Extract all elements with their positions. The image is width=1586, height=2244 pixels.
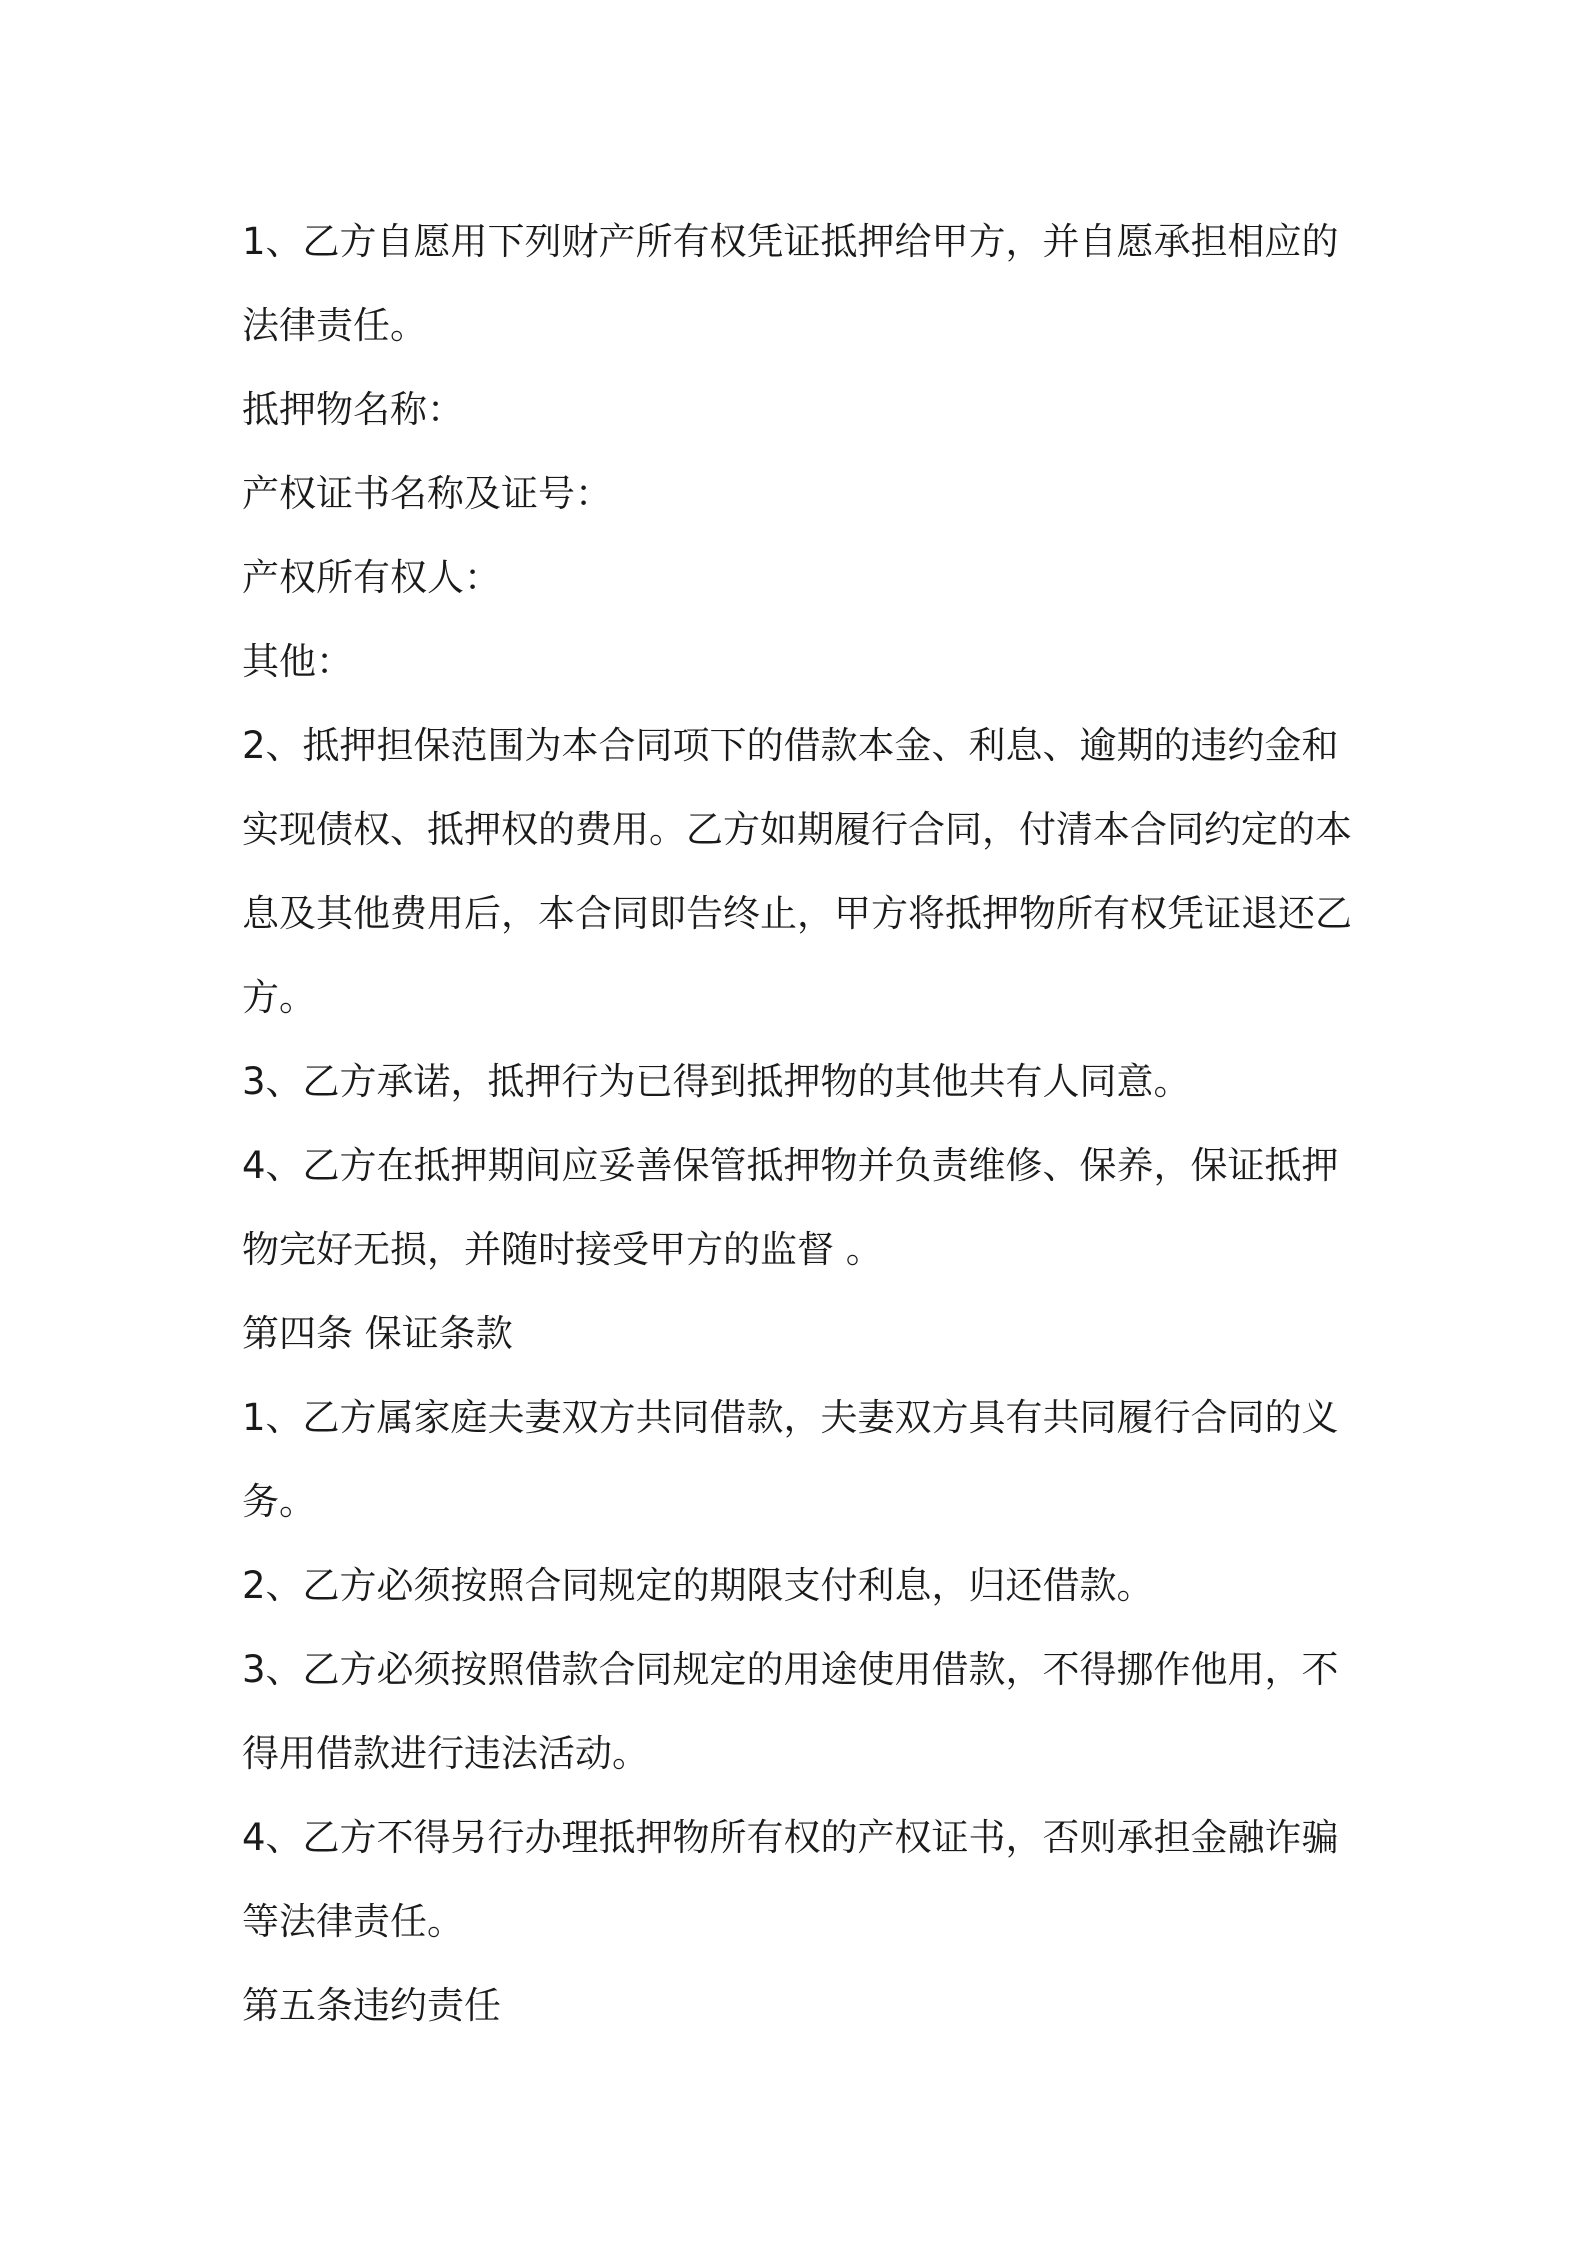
section-heading: 第四条 保证条款 <box>242 1312 513 1355</box>
text-line: 1、乙方属家庭夫妻双方共同借款，夫妻双方具有共同履行合同的义 <box>242 1396 1339 1439</box>
text-line: 3、乙方必须按照借款合同规定的用途使用借款，不得挪作他用，不 <box>242 1648 1339 1691</box>
text-line: 其他： <box>242 640 353 683</box>
text-line: 得用借款进行违法活动。 <box>242 1732 649 1775</box>
text-line: 1、乙方自愿用下列财产所有权凭证抵押给甲方，并自愿承担相应的 <box>242 220 1339 263</box>
text-line: 物完好无损，并随时接受甲方的监督 。 <box>242 1228 883 1271</box>
text-line: 4、乙方在抵押期间应妥善保管抵押物并负责维修、保养，保证抵押 <box>242 1144 1339 1187</box>
text-line: 4、乙方不得另行办理抵押物所有权的产权证书，否则承担金融诈骗 <box>242 1816 1339 1859</box>
text-line: 3、乙方承诺，抵押行为已得到抵押物的其他共有人同意。 <box>242 1060 1191 1103</box>
text-line: 法律责任。 <box>242 304 427 347</box>
text-line: 实现债权、抵押权的费用。乙方如期履行合同，付清本合同约定的本 <box>242 808 1352 851</box>
text-line: 产权所有权人： <box>242 556 501 599</box>
text-line: 息及其他费用后，本合同即告终止，甲方将抵押物所有权凭证退还乙 <box>242 892 1352 935</box>
text-line: 2、抵押担保范围为本合同项下的借款本金、利息、逾期的违约金和 <box>242 724 1339 767</box>
text-line: 方。 <box>242 976 316 1019</box>
text-line: 产权证书名称及证号： <box>242 472 612 515</box>
text-line: 抵押物名称： <box>242 388 464 431</box>
section-heading: 第五条违约责任 <box>242 1984 501 2027</box>
text-line: 2、乙方必须按照合同规定的期限支付利息，归还借款。 <box>242 1564 1154 1607</box>
document-body <box>242 200 1362 2048</box>
text-line: 务。 <box>242 1480 316 1523</box>
text-line: 等法律责任。 <box>242 1900 464 1943</box>
